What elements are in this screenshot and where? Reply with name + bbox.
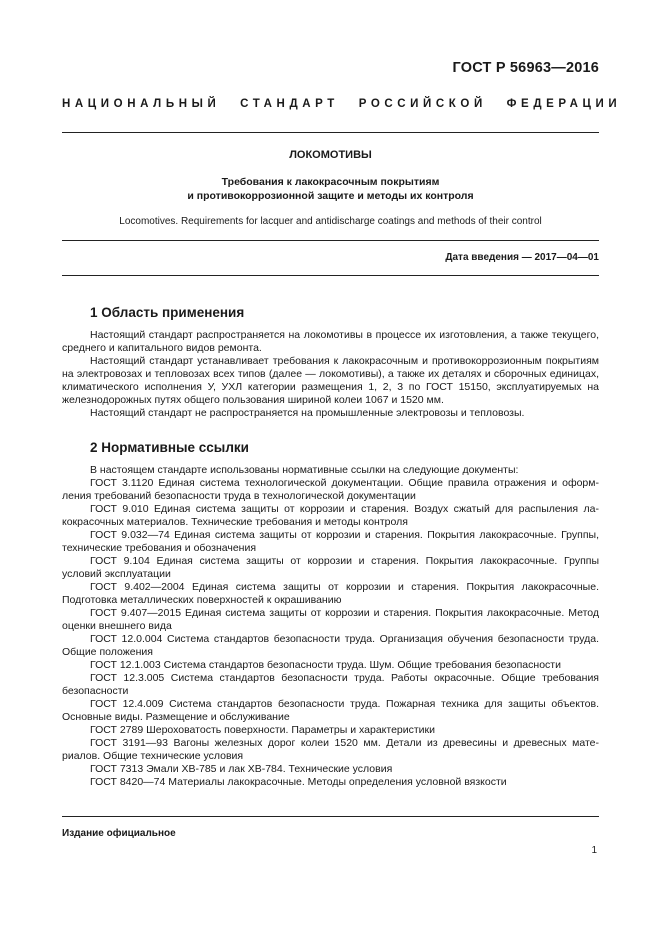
reference-item: ГОСТ 12.4.009 Система стандартов безопасности труда. Пожарная техника для защиты объектов. Основные виды. Размещение и обслуживание: [62, 698, 599, 723]
scope-paragraph: Настоящий стандарт не распространяется на промышленные электровозы и тепловозы.: [90, 407, 525, 419]
reference-item: ГОСТ 9.032—74 Единая система защиты от коррозии и старения. Покрытия лакокрасочные. Группы, технические требования и обозначения: [62, 529, 599, 554]
reference-item: ГОСТ 2789 Шероховатость поверхности. Параметры и характеристики: [90, 724, 435, 736]
reference-item: ГОСТ 9.407—2015 Единая система защиты от коррозии и старения. Покрытия лакокрасочные. Метод оценки внешнего вида: [62, 607, 599, 632]
section-2-heading: 2 Нормативные ссылки: [90, 440, 249, 455]
scope-paragraph: Настоящий стандарт распространяется на локомотивы в процессе их изготовления, а также текущего, среднего и капитального видов ремонта.: [62, 329, 599, 354]
title-divider: [62, 240, 599, 241]
footer-divider: [62, 816, 599, 817]
english-title: Locomotives. Requirements for lacquer and antidischarge coatings and methods of their control: [119, 216, 542, 227]
reference-item: ГОСТ 9.402—2004 Единая система защиты от коррозии и старения. Покрытия лакокрасочные. Подготовка металлических поверхностей к окрашиванию: [62, 581, 599, 606]
reference-item: ГОСТ 9.010 Единая система защиты от коррозии и старения. Воздух сжатый для распыления лакокрасочных материалов. Технические требования и методы контроля: [62, 503, 599, 528]
page-number: 1: [591, 845, 597, 856]
reference-item: ГОСТ 12.1.003 Система стандартов безопасности труда. Шум. Общие требования безопасности: [90, 659, 561, 671]
reference-item: ГОСТ 12.3.005 Система стандартов безопасности труда. Работы окрасочные. Общие требования безопасности: [62, 672, 599, 697]
gost-code: ГОСТ Р 56963—2016: [452, 60, 599, 76]
top-divider: [62, 132, 599, 133]
reference-item: ГОСТ 8420—74 Материалы лакокрасочные. Методы определения условной вязкости: [90, 776, 507, 788]
section-1-heading: 1 Область применения: [90, 305, 245, 320]
date-divider: [62, 275, 599, 276]
subtitle-line-2: и противокоррозионной защите и методы их контроля: [187, 189, 474, 202]
section-scope: [62, 306, 599, 420]
reference-item: ГОСТ 3.1120 Единая система технологической документации. Общие правила отражения и оформления требований безопасности труда в технологической документации: [62, 477, 599, 502]
reference-item: ГОСТ 3191—93 Вагоны железных дорог колеи 1520 мм. Детали из древесины и древесных материалов. Общие технические условия: [62, 737, 599, 762]
references-intro: В настоящем стандарте использованы нормативные ссылки на следующие документы:: [90, 464, 519, 476]
section-normative-references: [62, 441, 599, 789]
official-edition-label: Издание официальное: [62, 828, 176, 839]
reference-item: ГОСТ 7313 Эмали ХВ-785 и лак ХВ-784. Технические условия: [90, 763, 393, 775]
subtitle-line-1: Требования к лакокрасочным покрытиям: [221, 176, 440, 188]
reference-item: ГОСТ 12.0.004 Система стандартов безопасности труда. Организация обучения безопасности труда. Общие положения: [62, 633, 599, 658]
scope-paragraph: Настоящий стандарт устанавливает требования к лакокрасочным и противокоррозионным покрытиям на электровозах и тепловозах всех типов (далее — локомотивы), а также их деталях и сборочных единицах, климатического исполнения У, УХЛ категории размещения 1, 2, 3 по ГОСТ 15150, эксплуатируемых на железнодорожных путях общего пользования шириной колеи 1067 и 1520 мм.: [62, 355, 599, 406]
introduction-date: Дата введения — 2017—04—01: [445, 252, 599, 263]
national-standard-banner: НАЦИОНАЛЬНЫЙ СТАНДАРТ РОССИЙСКОЙ ФЕДЕРАЦИИ: [62, 98, 622, 110]
document-title: ЛОКОМОТИВЫ: [289, 149, 372, 161]
document-subtitle: [62, 176, 599, 203]
reference-item: ГОСТ 9.104 Единая система защиты от коррозии и старения. Покрытия лакокрасочные. Группы условий эксплуатации: [62, 555, 599, 580]
